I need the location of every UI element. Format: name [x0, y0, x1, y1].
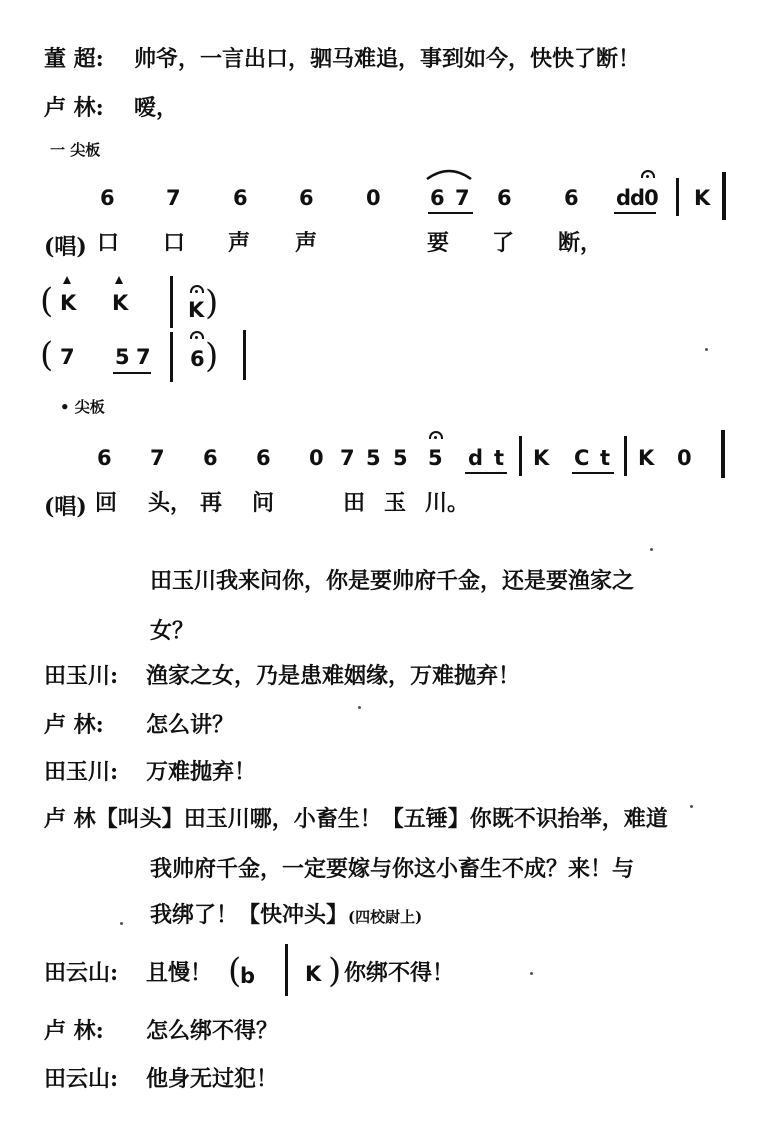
- note: 5: [115, 345, 130, 369]
- final-bar-line: [721, 430, 725, 478]
- note: 7: [166, 186, 181, 210]
- note: 5: [393, 446, 408, 470]
- lyric: 了: [492, 230, 515, 256]
- bar-line: [243, 330, 246, 380]
- dialogue-text: 且慢！: [146, 960, 213, 986]
- note: 6: [97, 446, 112, 470]
- lyric: 川。: [425, 490, 470, 516]
- stage-cue: 【五锤】: [381, 806, 470, 832]
- note: 6: [497, 186, 512, 210]
- final-bar-line: [722, 172, 726, 220]
- lyric: 回: [95, 490, 118, 516]
- bar-line: [285, 944, 288, 996]
- dialogue-text: 他身无过犯！: [146, 1066, 279, 1092]
- note: dd0: [616, 186, 658, 210]
- speaker-name: 田玉川:: [44, 759, 119, 785]
- speaker-name: 卢 林: [44, 806, 96, 832]
- beat-underline: [113, 372, 151, 374]
- paren-open: (: [40, 335, 54, 375]
- lyric: 再: [200, 490, 223, 516]
- note: 0: [309, 446, 324, 470]
- speaker-name: 田玉川:: [44, 663, 119, 689]
- dialogue-text: 女？: [150, 618, 195, 644]
- speaker-name: 卢 林:: [44, 95, 104, 121]
- tempo-marking: 一 尖板: [50, 141, 101, 159]
- note: d: [468, 446, 484, 470]
- paren-close: ): [205, 336, 219, 376]
- note: K: [694, 186, 711, 210]
- dialogue-text: 万难抛弃！: [146, 759, 257, 785]
- stage-cue: 【快冲头】: [238, 902, 349, 928]
- lyric: 问: [252, 490, 275, 516]
- lyric: 断，: [558, 230, 603, 256]
- lyric: 田: [343, 490, 366, 516]
- print-speck: [530, 972, 533, 975]
- dialogue-line: [44, 1068, 278, 1090]
- fermata-icon: [190, 331, 204, 339]
- lyric: 声: [295, 230, 318, 256]
- dialogue-line: [44, 761, 256, 783]
- note: 7: [340, 446, 355, 470]
- beat-underline: [428, 212, 473, 214]
- note: 6: [203, 446, 218, 470]
- note: 5: [428, 446, 443, 470]
- note: C: [574, 446, 590, 470]
- note: t: [494, 446, 505, 470]
- note: b: [240, 964, 256, 988]
- note: 7: [455, 186, 470, 210]
- lyric: 要: [427, 230, 450, 256]
- speaker-name: 田云山:: [44, 1066, 119, 1092]
- dialogue-line: [44, 962, 212, 984]
- note: 0: [677, 446, 692, 470]
- bar-line: [170, 276, 173, 328]
- note: K: [638, 446, 655, 470]
- print-speck: [650, 548, 653, 551]
- speaker-name: 田云山:: [44, 960, 119, 986]
- dialogue-line: [44, 665, 520, 687]
- dialogue-text: 我帅府千金，一定要嫁与你这小畜生不成？来！与: [150, 856, 635, 882]
- dialogue-text: 帅爷，一言出口，驷马难追，事到如今，快快了断！: [134, 46, 641, 72]
- fermata-icon: [429, 431, 443, 439]
- dialogue-text: 田玉川哪，小畜生！: [183, 806, 382, 832]
- note: 6: [233, 186, 248, 210]
- speaker-name: 董 超:: [44, 46, 104, 72]
- note: 6: [100, 186, 115, 210]
- dialogue-text: 田玉川我来问你，你是要帅府千金，还是要渔家之: [150, 568, 635, 594]
- print-speck: [358, 706, 361, 709]
- paren-open: (: [228, 951, 242, 991]
- speaker-name: 卢 林:: [44, 712, 104, 738]
- accent-icon: [62, 275, 72, 285]
- sing-marker: (唱): [44, 494, 87, 520]
- note: K: [60, 291, 77, 315]
- note: 6: [256, 446, 271, 470]
- lyric: 玉: [384, 490, 407, 516]
- dialogue-text: 怎么讲？: [146, 712, 235, 738]
- print-speck: [690, 805, 693, 808]
- dialogue-text: 你绑不得！: [344, 960, 455, 986]
- note: 7: [60, 345, 75, 369]
- stage-direction: (四校尉上): [348, 908, 423, 926]
- dialogue-text: 你既不识抬举，难道: [469, 806, 668, 832]
- dialogue-text: 我绑了！: [150, 902, 239, 928]
- note: K: [305, 962, 322, 986]
- note: 0: [366, 186, 381, 210]
- tempo-marking: • 尖板: [60, 398, 105, 416]
- beat-underline: [614, 212, 656, 214]
- dialogue-line: [150, 904, 422, 926]
- speaker-name: 卢 林:: [44, 1018, 104, 1044]
- dialogue-text: 渔家之女，乃是患难姻缘，万难抛弃！: [146, 663, 521, 689]
- note: 6: [430, 186, 445, 210]
- beat-underline: [572, 472, 614, 474]
- note: K: [533, 446, 550, 470]
- bar-line: [170, 332, 173, 382]
- note: 7: [150, 446, 165, 470]
- note: t: [600, 446, 611, 470]
- note: 6: [299, 186, 314, 210]
- fermata-icon: [641, 170, 655, 178]
- dialogue-line: [44, 48, 640, 70]
- paren-open: (: [40, 281, 54, 321]
- dialogue-line: [44, 1020, 278, 1042]
- lyric: 头，: [148, 490, 193, 516]
- note: K: [188, 298, 205, 322]
- print-speck: [705, 348, 708, 351]
- paren-close: ): [205, 283, 219, 323]
- lyric: 声: [228, 230, 251, 256]
- lyric: 口: [97, 230, 120, 256]
- slur-icon: [425, 167, 473, 181]
- note: 5: [366, 446, 381, 470]
- note: 6: [564, 186, 579, 210]
- bar-line: [519, 436, 522, 476]
- sing-marker: (唱): [44, 234, 87, 260]
- dialogue-line: [44, 97, 178, 119]
- dialogue-line: [44, 808, 668, 830]
- paren-close: ): [328, 951, 342, 991]
- note: 7: [136, 345, 151, 369]
- beat-underline: [465, 472, 507, 474]
- note: 6: [190, 347, 205, 371]
- note: K: [112, 291, 129, 315]
- accent-icon: [114, 275, 124, 285]
- print-speck: [120, 922, 123, 925]
- bar-line: [624, 436, 627, 476]
- lyric: 口: [163, 230, 186, 256]
- dialogue-text: 嗳，: [134, 95, 179, 121]
- fermata-icon: [190, 285, 204, 293]
- stage-cue: 【叫头】: [95, 806, 184, 832]
- bar-line: [676, 178, 679, 216]
- dialogue-line: [44, 714, 234, 736]
- dialogue-text: 怎么绑不得？: [146, 1018, 279, 1044]
